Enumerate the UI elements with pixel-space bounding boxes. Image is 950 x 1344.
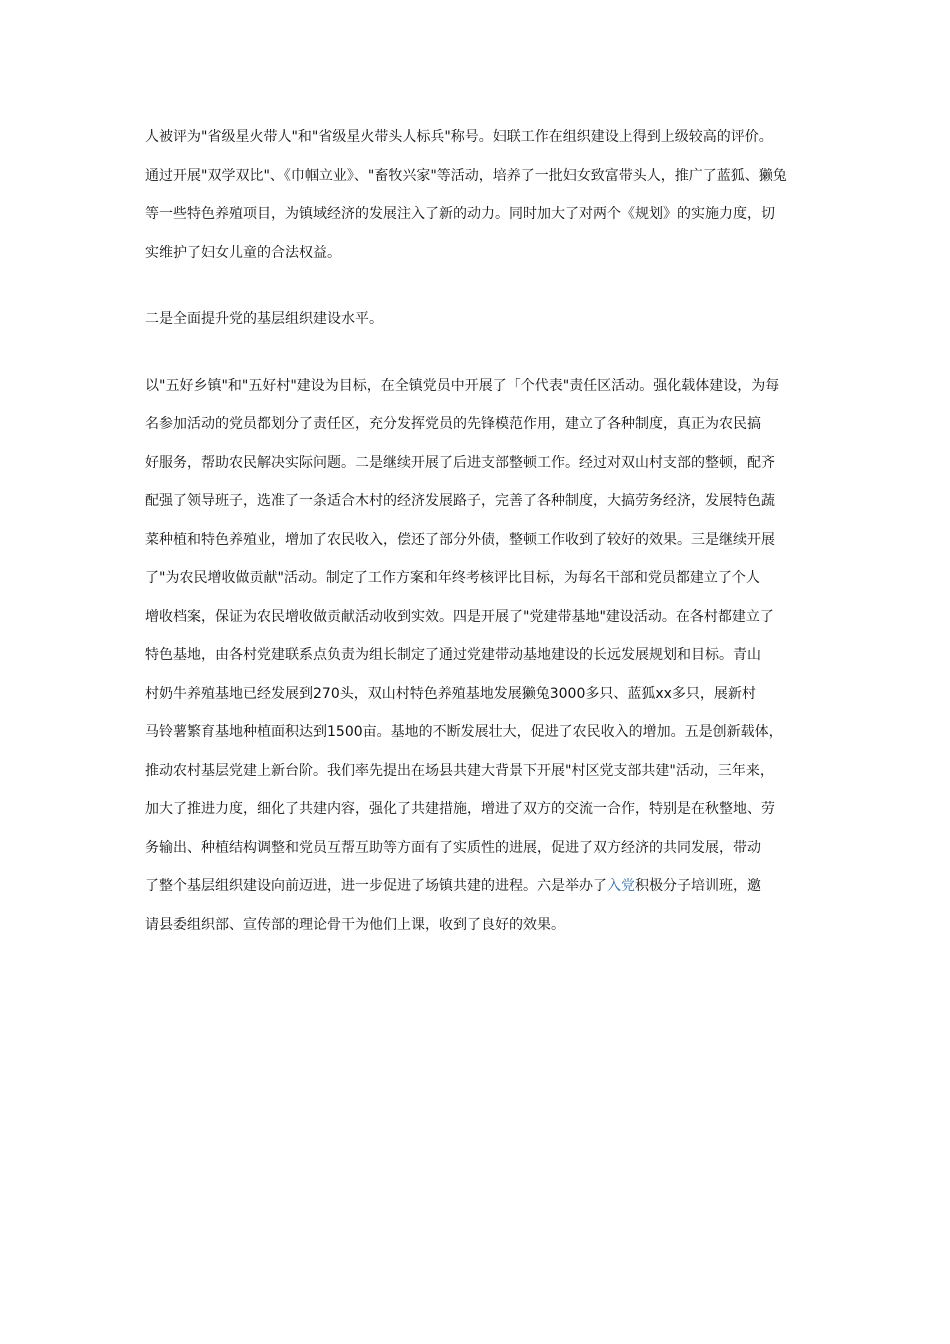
text-line: 马铃薯繁育基地种植面积达到1500亩。基地的不断发展壮大，促进了农民收入的增加。五是创新载体， [145, 724, 783, 740]
text-line: 推动农村基层党建上新台阶。我们率先提出在场县共建大背景下开展"村区党支部共建"活动，三年来， [145, 762, 774, 779]
text-line: 通过开展"双学双比"、《巾帼立业》、"畜牧兴家"等活动，培养了一批妇女致富带头人，推广了蓝狐、獭兔 [145, 167, 787, 184]
text-segment: 积极分子培训班，邀 [635, 878, 761, 894]
text-line: 人被评为"省级星火带人"和"省级星火带头人标兵"称号。妇联工作在组织建设上得到上级较高的评价。 [145, 129, 773, 145]
text-line: 以"五好乡镇"和"五好村"建设为目标，在全镇党员中开展了「个代表"责任区活动。强化载体建设，为每 [145, 377, 780, 394]
text-line: 二是全面提升党的基层组织建设水平。 [145, 311, 383, 327]
paragraph-spacer [145, 272, 815, 300]
text-line-with-link [145, 867, 815, 906]
document-body [145, 118, 815, 944]
text-line: 村奶牛养殖基地已经发展到270头，双山村特色养殖基地发展獭兔3000多只、蓝狐xx多只，展新村 [145, 685, 756, 702]
text-line: 等一些特色养殖项目，为镇域经济的发展注入了新的动力。同时加大了对两个《规划》的实施力度，切 [145, 206, 775, 222]
paragraph-womens-federation [145, 118, 815, 272]
text-line: 菜种植和特色养殖业，增加了农民收入，偿还了部分外债，整顿工作收到了较好的效果。三是继续开展 [145, 531, 775, 548]
text-line: 实维护了妇女儿童的合法权益。 [145, 244, 341, 261]
text-line: 特色基地，由各村党建联系点负责为组长制定了通过党建带动基地建设的长远发展规划和目标。青山 [145, 647, 761, 663]
join-party-link[interactable]: 入党 [607, 878, 635, 894]
text-line: 名参加活动的党员都划分了责任区，充分发挥党员的先锋模范作用，建立了各种制度，真正为农民搞 [145, 416, 761, 432]
text-segment: 了整个基层组织建设向前迈进，进一步促进了场镇共建的进程。六是举办了 [145, 878, 607, 894]
text-line: 好服务，帮助农民解决实际问题。二是继续开展了后进支部整顿工作。经过对双山村支部的整顿，配齐 [145, 454, 775, 471]
paragraph-spacer [145, 339, 815, 367]
paragraph-party-building [145, 367, 815, 945]
text-line: 增收档案，保证为农民增收做贡献活动收到实效。四是开展了"党建带基地"建设活动。在各村都建立了 [145, 608, 774, 625]
text-line: 配强了领导班子，选准了一条适合木村的经济发展路子，完善了各种制度，大搞劳务经济，发展特色蔬 [145, 493, 775, 509]
text-line: 务输出、种植结构调整和党员互帮互助等方面有了实质性的进展，促进了双方经济的共同发展，带动 [145, 839, 761, 856]
text-line: 加大了推进力度，细化了共建内容，强化了共建措施，增进了双方的交流一合作，特别是在秋整地、劳 [145, 801, 775, 817]
text-line: 了"为农民增收做贡献"活动。制定了工作方案和年终考核评比目标，为每名干部和党员都建立了个人 [145, 570, 760, 586]
text-line: 请县委组织部、宣传部的理论骨干为他们上课，收到了良好的效果。 [145, 916, 565, 933]
section-heading-party-organization [145, 300, 815, 339]
